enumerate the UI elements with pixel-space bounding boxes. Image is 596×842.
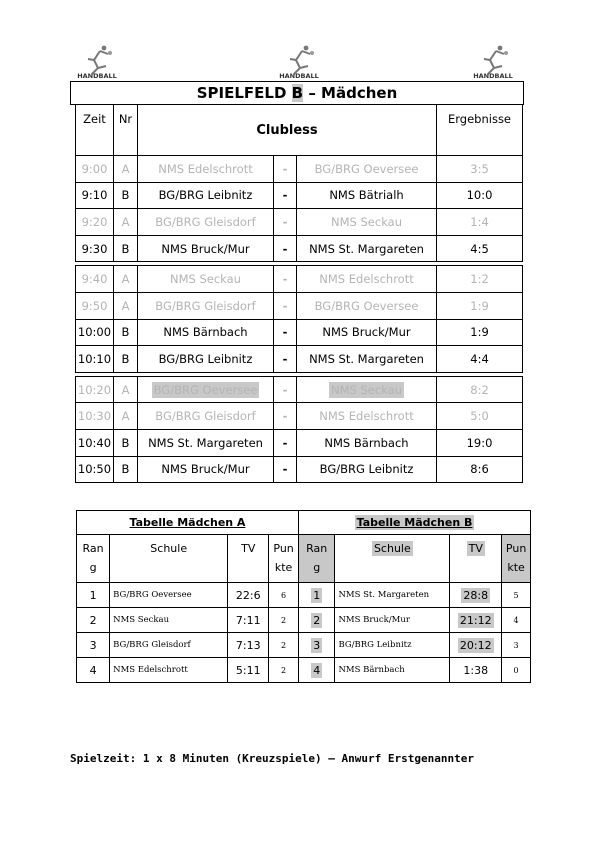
standings-school: BG/BRG Oeversee <box>110 583 228 608</box>
match-nr: A <box>114 156 138 183</box>
match-nr: A <box>114 266 138 293</box>
match-row <box>76 346 523 373</box>
standings-school: BG/BRG Gleisdorf <box>110 633 228 658</box>
title-suffix: – Mädchen <box>308 84 398 102</box>
match-away: NMS Edelschrott <box>297 403 437 430</box>
match-row <box>76 156 523 183</box>
match-row <box>76 376 523 403</box>
standings-rank: 2 <box>299 608 335 633</box>
handball-logo <box>466 44 520 80</box>
match-separator: - <box>274 429 297 456</box>
match-away: NMS Bätrialh <box>297 182 437 209</box>
standings-points: 6 <box>269 583 299 608</box>
match-time: 10:30 <box>76 403 114 430</box>
match-nr: A <box>114 292 138 319</box>
match-home: BG/BRG Gleisdorf <box>138 403 274 430</box>
match-time: 10:10 <box>76 346 114 373</box>
match-result: 1:9 <box>437 319 523 346</box>
match-result: 10:0 <box>437 182 523 209</box>
match-away: NMS St. Margareten <box>297 346 437 373</box>
match-separator: - <box>274 266 297 293</box>
match-home: NMS St. Margareten <box>138 429 274 456</box>
match-nr: A <box>114 376 138 403</box>
standings-row <box>77 583 531 608</box>
standings-tv: 1:38 <box>450 658 502 683</box>
header-time: Zeit <box>76 105 114 156</box>
header-tv: TV <box>228 535 269 583</box>
match-separator: - <box>274 346 297 373</box>
match-nr: B <box>114 456 138 483</box>
match-home: BG/BRG Leibnitz <box>138 346 274 373</box>
standings-tv: 7:13 <box>228 633 269 658</box>
match-row <box>76 209 523 236</box>
header-result: Ergebnisse <box>437 105 523 156</box>
standings-school: NMS Bärnbach <box>335 658 450 683</box>
match-home: BG/BRG Leibnitz <box>138 182 274 209</box>
standings-rank: 1 <box>299 583 335 608</box>
handball-logo <box>272 44 326 80</box>
match-separator: - <box>274 182 297 209</box>
match-row <box>76 292 523 319</box>
header-nr: Nr <box>114 105 138 156</box>
standings-tv: 5:11 <box>228 658 269 683</box>
match-home: NMS Bärnbach <box>138 319 274 346</box>
match-separator: - <box>274 376 297 403</box>
standings-school: BG/BRG Leibnitz <box>335 633 450 658</box>
match-away: BG/BRG Oeversee <box>297 156 437 183</box>
header-points: Pun kte <box>502 535 531 583</box>
match-separator: - <box>274 456 297 483</box>
match-home: NMS Bruck/Mur <box>138 456 274 483</box>
match-result: 1:4 <box>437 209 523 236</box>
match-away: NMS St. Margareten <box>297 235 437 262</box>
match-separator: - <box>274 209 297 236</box>
logo-text: HANDBALL <box>279 72 319 80</box>
match-nr: B <box>114 429 138 456</box>
match-nr: A <box>114 209 138 236</box>
match-time: 10:00 <box>76 319 114 346</box>
match-away: NMS Bärnbach <box>297 429 437 456</box>
standings-school: NMS Seckau <box>110 608 228 633</box>
match-result: 19:0 <box>437 429 523 456</box>
match-row <box>76 235 523 262</box>
standings-school: NMS Edelschrott <box>110 658 228 683</box>
match-home: BG/BRG Oeversee <box>138 376 274 403</box>
match-time: 10:40 <box>76 429 114 456</box>
match-result: 8:2 <box>437 376 523 403</box>
match-row <box>76 182 523 209</box>
match-away: NMS Bruck/Mur <box>297 319 437 346</box>
standings-rank: 4 <box>77 658 110 683</box>
standings-rank: 3 <box>299 633 335 658</box>
match-home: BG/BRG Gleisdorf <box>138 292 274 319</box>
standings-rank: 3 <box>77 633 110 658</box>
match-time: 9:00 <box>76 156 114 183</box>
standings-tv: 21:12 <box>450 608 502 633</box>
header-rank: Ran g <box>299 535 335 583</box>
match-row <box>76 319 523 346</box>
header-club: Clubless <box>138 105 437 156</box>
match-nr: B <box>114 319 138 346</box>
match-nr: B <box>114 182 138 209</box>
match-time: 10:20 <box>76 376 114 403</box>
standings-points: 5 <box>502 583 531 608</box>
logo-text: HANDBALL <box>473 72 513 80</box>
match-row <box>76 403 523 430</box>
page-title <box>70 81 524 105</box>
standings-school: NMS Bruck/Mur <box>335 608 450 633</box>
standings-points: 2 <box>269 658 299 683</box>
standings-row <box>77 658 531 683</box>
match-time: 9:30 <box>76 235 114 262</box>
standings-row <box>77 608 531 633</box>
match-away: NMS Edelschrott <box>297 266 437 293</box>
match-result: 4:4 <box>437 346 523 373</box>
table-a-title: Tabelle Mädchen A <box>77 511 299 535</box>
match-time: 9:50 <box>76 292 114 319</box>
match-result: 1:2 <box>437 266 523 293</box>
match-result: 5:0 <box>437 403 523 430</box>
standings-rank: 1 <box>77 583 110 608</box>
logo-text: HANDBALL <box>77 72 117 80</box>
standings-school: NMS St. Margareten <box>335 583 450 608</box>
standings-tv: 28:8 <box>450 583 502 608</box>
match-separator: - <box>274 156 297 183</box>
match-result: 3:5 <box>437 156 523 183</box>
match-home: NMS Seckau <box>138 266 274 293</box>
match-time: 9:10 <box>76 182 114 209</box>
match-home: BG/BRG Gleisdorf <box>138 209 274 236</box>
footer-note: Spielzeit: 1 x 8 Minuten (Kreuzspiele) – Anwurf Erstgenannter <box>70 752 474 765</box>
header-school: Schule <box>110 535 228 583</box>
standings-row <box>77 633 531 658</box>
standings-points: 3 <box>502 633 531 658</box>
header-school: Schule <box>335 535 450 583</box>
standings-points: 2 <box>269 608 299 633</box>
standings-rank: 4 <box>299 658 335 683</box>
match-separator: - <box>274 292 297 319</box>
match-result: 1:9 <box>437 292 523 319</box>
match-result: 8:6 <box>437 456 523 483</box>
match-away: NMS Seckau <box>297 209 437 236</box>
standings-tv: 20:12 <box>450 633 502 658</box>
standings-tv: 22:6 <box>228 583 269 608</box>
match-time: 10:50 <box>76 456 114 483</box>
match-home: NMS Bruck/Mur <box>138 235 274 262</box>
standings-points: 4 <box>502 608 531 633</box>
match-nr: B <box>114 346 138 373</box>
standings-rank: 2 <box>77 608 110 633</box>
match-separator: - <box>274 319 297 346</box>
schedule-table <box>75 104 523 483</box>
header-rank: Ran g <box>77 535 110 583</box>
header-tv: TV <box>450 535 502 583</box>
match-time: 9:20 <box>76 209 114 236</box>
match-row <box>76 429 523 456</box>
schedule-header <box>76 105 523 156</box>
match-away: BG/BRG Leibnitz <box>297 456 437 483</box>
standings-tv: 7:11 <box>228 608 269 633</box>
match-row <box>76 456 523 483</box>
match-home: NMS Edelschrott <box>138 156 274 183</box>
match-time: 9:40 <box>76 266 114 293</box>
match-separator: - <box>274 403 297 430</box>
match-separator: - <box>274 235 297 262</box>
standings-points: 2 <box>269 633 299 658</box>
match-row <box>76 266 523 293</box>
standings-table <box>76 510 531 683</box>
match-result: 4:5 <box>437 235 523 262</box>
match-nr: A <box>114 403 138 430</box>
header-points: Pun kte <box>269 535 299 583</box>
match-away: BG/BRG Oeversee <box>297 292 437 319</box>
match-nr: B <box>114 235 138 262</box>
standings-points: 0 <box>502 658 531 683</box>
match-away: NMS Seckau <box>297 376 437 403</box>
title-prefix: SPIELFELD <box>196 84 287 102</box>
table-b-title: Tabelle Mädchen B <box>299 511 531 535</box>
handball-logo <box>70 44 124 80</box>
title-field: B <box>291 84 304 102</box>
